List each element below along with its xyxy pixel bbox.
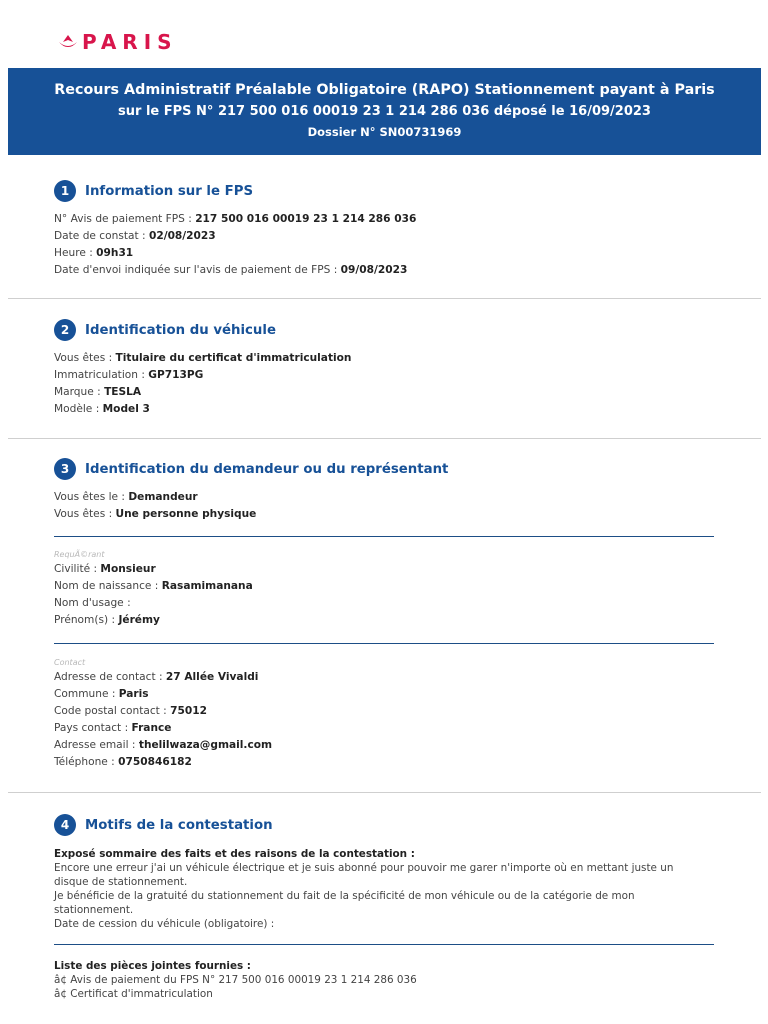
section-number-badge: 1 bbox=[54, 180, 76, 202]
contact-row-email: Adresse email : thelilwaza@gmail.com bbox=[54, 739, 273, 751]
banner-fps-line: sur le FPS N° 217 500 016 00019 23 1 214 286 036 déposé le 16/09/2023 bbox=[118, 104, 651, 119]
header-banner bbox=[8, 68, 761, 155]
demandeur-row-type: Vous êtes : Une personne physique bbox=[54, 508, 257, 520]
section-number-badge: 3 bbox=[54, 458, 76, 480]
contact-row-adresse: Adresse de contact : 27 Allée Vivaldi bbox=[54, 671, 259, 683]
info-row-avis: N° Avis de paiement FPS : 217 500 016 00019 23 1 214 286 036 bbox=[54, 213, 417, 225]
piece-item: â¢ Avis de paiement du FPS N° 217 500 016 00019 23 1 214 286 036 bbox=[54, 974, 417, 986]
section-number-badge: 2 bbox=[54, 319, 76, 341]
section-demandeur bbox=[54, 458, 728, 523]
subsection-divider bbox=[54, 536, 714, 537]
piece-item: â¢ Certificat d'immatriculation bbox=[54, 988, 213, 1000]
contact-row-telephone: Téléphone : 0750846182 bbox=[54, 756, 192, 768]
vehicle-row-marque: Marque : TESLA bbox=[54, 386, 142, 398]
expose-text-line: Je bénéficie de la gratuité du stationnement du fait de la spécificité de mon véhicule ou de la catégorie de mon bbox=[54, 890, 635, 902]
contact-row-pays: Pays contact : France bbox=[54, 722, 172, 734]
section-number-badge: 4 bbox=[54, 814, 76, 836]
contact-row-commune: Commune : Paris bbox=[54, 688, 149, 700]
info-row-date-envoi: Date d'envoi indiquée sur l'avis de paiement de FPS : 09/08/2023 bbox=[54, 264, 408, 276]
subsection-divider bbox=[54, 643, 714, 644]
requerant-row-nom-usage: Nom d'usage : bbox=[54, 597, 131, 609]
expose-text-line: Encore une erreur j'ai un véhicule électrique et je suis abonné pour pouvoir me garer n'importe où en mettant juste un bbox=[54, 862, 674, 874]
paris-logo-text: PARIS bbox=[82, 30, 178, 54]
section-title: Motifs de la contestation bbox=[85, 817, 273, 833]
cession-date-label: Date de cession du véhicule (obligatoire) : bbox=[54, 918, 275, 930]
section-title: Identification du véhicule bbox=[85, 322, 276, 338]
expose-heading: Exposé sommaire des faits et des raisons de la contestation : bbox=[54, 848, 415, 860]
subsection-divider bbox=[54, 944, 714, 945]
section-divider bbox=[8, 792, 761, 793]
expose-text-line: stationnement. bbox=[54, 904, 134, 916]
vehicle-row-modele: Modèle : Model 3 bbox=[54, 403, 150, 415]
info-row-heure: Heure : 09h31 bbox=[54, 247, 134, 259]
section-divider bbox=[8, 438, 761, 439]
info-row-date-constat: Date de constat : 02/08/2023 bbox=[54, 230, 216, 242]
demandeur-row-role: Vous êtes le : Demandeur bbox=[54, 491, 198, 503]
subsection-label: Contact bbox=[54, 658, 86, 667]
banner-dossier-line: Dossier N° SN00731969 bbox=[307, 125, 462, 139]
pieces-heading: Liste des pièces jointes fournies : bbox=[54, 960, 251, 972]
pieces-jointes bbox=[54, 959, 728, 1001]
section-divider bbox=[8, 298, 761, 299]
subsection-requerant bbox=[54, 549, 728, 629]
vehicle-row-statut: Vous êtes : Titulaire du certificat d'immatriculation bbox=[54, 352, 352, 364]
subsection-label: RequÃ©rant bbox=[54, 550, 105, 559]
section-information-fps bbox=[54, 180, 728, 279]
section-title: Identification du demandeur ou du représentant bbox=[85, 461, 449, 477]
paris-ship-icon bbox=[58, 33, 78, 51]
paris-logo bbox=[58, 30, 178, 54]
subsection-contact bbox=[54, 657, 728, 771]
requerant-row-nom-naissance: Nom de naissance : Rasamimanana bbox=[54, 580, 253, 592]
section-motifs bbox=[54, 814, 728, 931]
contact-row-code-postal: Code postal contact : 75012 bbox=[54, 705, 207, 717]
section-vehicule bbox=[54, 319, 728, 418]
expose-text-line: disque de stationnement. bbox=[54, 876, 188, 888]
section-title: Information sur le FPS bbox=[85, 183, 254, 199]
requerant-row-civilite: Civilité : Monsieur bbox=[54, 563, 156, 575]
requerant-row-prenom: Prénom(s) : Jérémy bbox=[54, 614, 160, 626]
vehicle-row-immatriculation: Immatriculation : GP713PG bbox=[54, 369, 204, 381]
banner-title: Recours Administratif Préalable Obligatoire (RAPO) Stationnement payant à Paris bbox=[54, 82, 715, 98]
